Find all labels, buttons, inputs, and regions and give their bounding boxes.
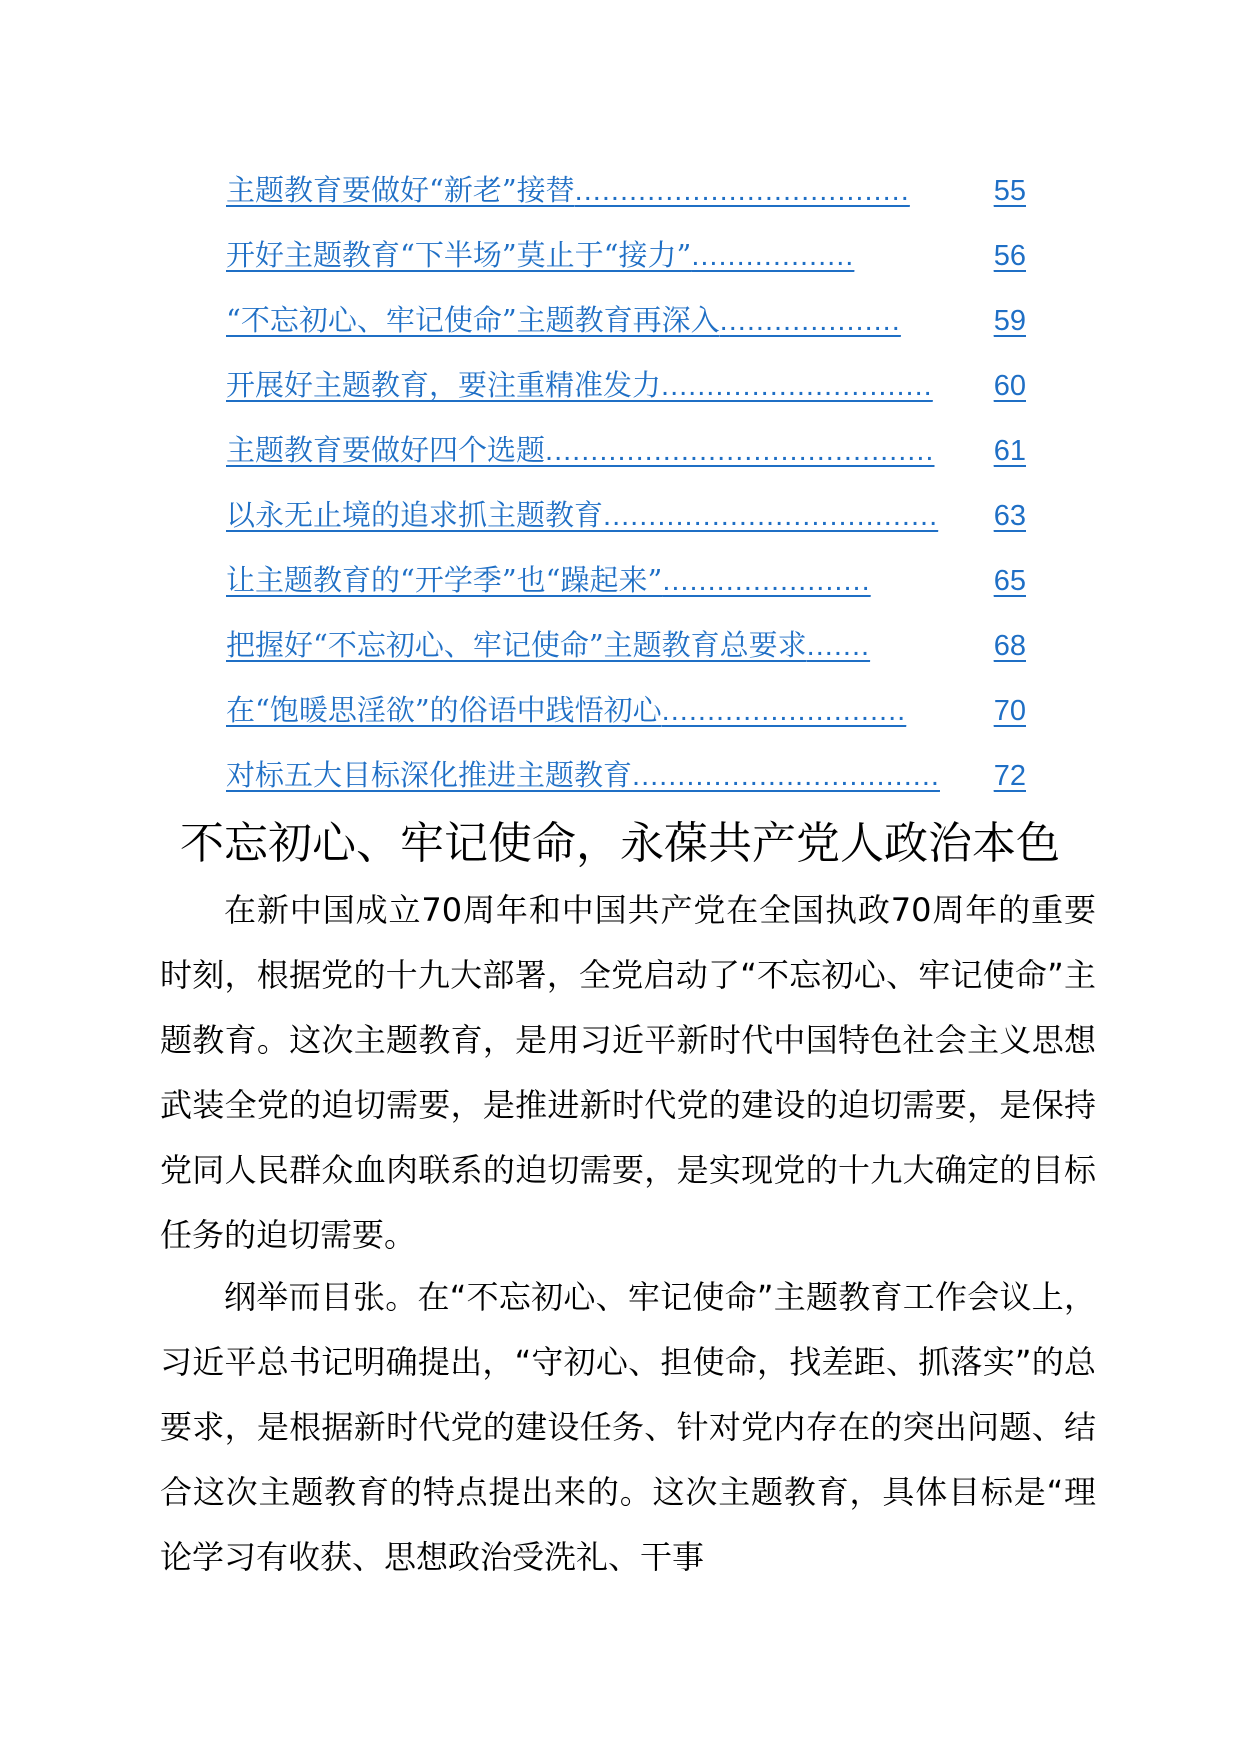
- toc-dot-leader: ...........................: [661, 695, 907, 727]
- toc-page-number: 56: [993, 240, 1026, 272]
- toc-dot-leader: ...........................................: [545, 435, 935, 467]
- toc-entry-title: 开好主题教育“下半场”莫止于“接力”: [226, 238, 692, 272]
- toc-entry-title: “不忘初心、牢记使命”主题教育再深入: [226, 303, 720, 337]
- toc-entry-5[interactable]: [226, 428, 1026, 493]
- article-title: 不忘初心、牢记使命，永葆共产党人政治本色: [180, 818, 1060, 869]
- toc-dot-leader: ..................: [691, 240, 855, 272]
- toc-entry-title: 主题教育要做好四个选题: [226, 433, 546, 467]
- toc-entry-1[interactable]: [226, 168, 1026, 233]
- toc-entry-6[interactable]: [226, 493, 1026, 558]
- toc-page-number: 63: [993, 500, 1026, 532]
- toc-entry-title: 以永无止境的追求抓主题教育: [226, 498, 604, 532]
- toc-page-number: 70: [993, 695, 1026, 727]
- toc-page-number: 68: [993, 630, 1026, 662]
- toc-entry-10[interactable]: [226, 753, 1026, 818]
- toc-page-number: 60: [993, 370, 1026, 402]
- toc-entry-2[interactable]: [226, 233, 1026, 298]
- toc-dot-leader: ..................................: [632, 760, 940, 792]
- toc-page-number: 65: [993, 565, 1026, 597]
- toc-entry-7[interactable]: [226, 558, 1026, 623]
- toc-dot-leader: ..............................: [661, 370, 933, 402]
- toc-page-number: 61: [993, 435, 1026, 467]
- toc-page-number: 72: [993, 760, 1026, 792]
- toc-entry-8[interactable]: [226, 623, 1026, 688]
- toc-page-number: 55: [993, 175, 1026, 207]
- toc-dot-leader: .......: [806, 630, 871, 662]
- table-of-contents: [226, 168, 1026, 818]
- toc-entry-title: 开展好主题教育，要注重精准发力: [226, 368, 662, 402]
- article-paragraph-2: 纲举而目张。在“不忘初心、牢记使命”主题教育工作会议上，习近平总书记明确提出，“守初心、担使命，找差距、抓落实”的总要求，是根据新时代党的建设任务、针对党内存在的突出问题、结合这次主题教育的特点提出来的。这次主题教育，具体目标是“理论学习有收获、思想政治受洗礼、干事: [160, 1278, 1096, 1576]
- toc-dot-leader: .....................................: [574, 175, 910, 207]
- article-paragraph-1: 在新中国成立70周年和中国共产党在全国执政70周年的重要时刻，根据党的十九大部署，全党启动了“不忘初心、牢记使命”主题教育。这次主题教育，是用习近平新时代中国特色社会主义思想武装全党的迫切需要，是推进新时代党的建设的迫切需要，是保持党同人民群众血肉联系的迫切需要，是实现党的十九大确定的目标任务的迫切需要。: [160, 891, 1096, 1254]
- toc-dot-leader: .....................................: [603, 500, 939, 532]
- toc-dot-leader: ....................: [719, 305, 901, 337]
- toc-entry-title: 对标五大目标深化推进主题教育: [226, 758, 633, 792]
- toc-page-number: 59: [993, 305, 1026, 337]
- toc-entry-title: 在“饱暖思淫欲”的俗语中践悟初心: [226, 693, 662, 727]
- toc-entry-4[interactable]: [226, 363, 1026, 428]
- toc-dot-leader: .......................: [662, 565, 871, 597]
- toc-entry-title: 让主题教育的“开学季”也“躁起来”: [226, 563, 663, 597]
- toc-entry-3[interactable]: [226, 298, 1026, 363]
- toc-entry-9[interactable]: [226, 688, 1026, 753]
- toc-entry-title: 主题教育要做好“新老”接替: [226, 173, 575, 207]
- toc-entry-title: 把握好“不忘初心、牢记使命”主题教育总要求: [226, 628, 807, 662]
